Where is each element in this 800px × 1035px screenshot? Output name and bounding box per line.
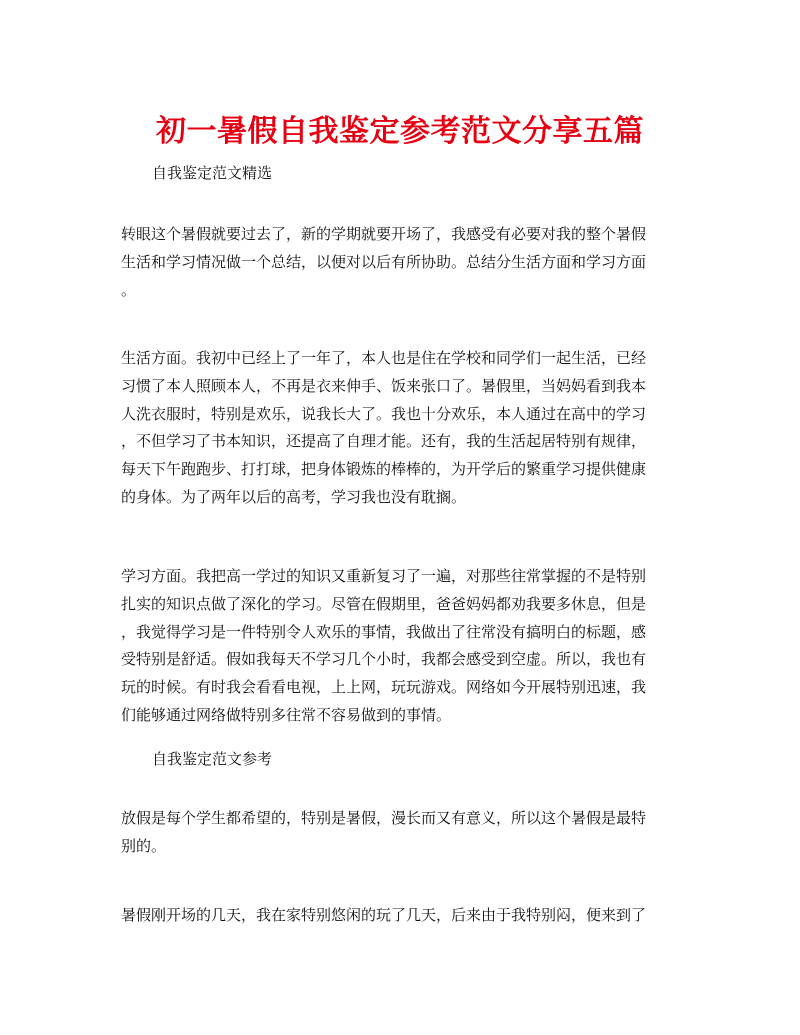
paragraph-line: 别的。: [121, 836, 167, 855]
paragraph-line: 转眼这个暑假就要过去了，新的学期就要开场了，我感受有必要对我的整个暑假: [121, 225, 647, 243]
section-heading-selected: 自我鉴定范文精选: [152, 164, 273, 182]
paragraph-line: ，不但学习了书本知识，还提高了自理才能。还有，我的生活起居特别有规律，: [121, 432, 647, 451]
paragraph-line: ，我觉得学习是一件特别令人欢乐的事情，我做出了往常没有搞明白的标题，感: [121, 622, 647, 641]
paragraph-line: 受特别是舒适。假如我每天不学习几个小时，我都会感受到空虚。所以，我也有: [121, 650, 647, 669]
paragraph-start: [121, 902, 681, 930]
paragraph-line: 放假是每个学生都希望的，特别是暑假，漫长而又有意义，所以这个暑假是最特: [121, 809, 647, 827]
paragraph-line: 扎实的知识点做了深化的学习。尽管在假期里，爸爸妈妈都劝我要多休息，但是: [121, 594, 647, 613]
paragraph-line: 的身体。为了两年以后的高考，学习我也没有耽搁。: [121, 487, 467, 506]
paragraph-line: 习惯了本人照顾本人，不再是衣来伸手、饭来张口了。暑假里，当妈妈看到我本: [121, 376, 647, 395]
section-heading-reference: 自我鉴定范文参考: [152, 750, 273, 768]
paragraph-line: 生活方面。我初中已经上了一年了，本人也是住在学校和同学们一起生活，已经: [121, 349, 647, 367]
paragraph-vacation: [121, 805, 681, 861]
paragraph-line: 们能够通过网络做特别多往常不容易做到的事情。: [121, 705, 452, 724]
paragraph-line: 每天下午跑跑步、打打球，把身体锻炼的棒棒的，为开学后的繁重学习提供健康: [121, 460, 647, 479]
paragraph-line: 生活和学习情况做一个总结，以便对以后有所协助。总结分生活方面和学习方面: [121, 252, 647, 271]
paragraph-life: [121, 345, 681, 512]
paragraph-line: 学习方面。我把高一学过的知识又重新复习了一遍，对那些往常掌握的不是特别: [121, 567, 647, 585]
paragraph-study: [121, 563, 681, 730]
paragraph-line: 。: [121, 280, 137, 299]
paragraph-line: 暑假刚开场的几天，我在家特别悠闲的玩了几天，后来由于我特别闷，便来到了: [121, 906, 647, 924]
paragraph-line: 玩的时候。有时我会看看电视，上上网，玩玩游戏。网络如今开展特别迅速，我: [121, 678, 647, 697]
paragraph-intro: [121, 221, 681, 304]
paragraph-line: 人洗衣服时，特别是欢乐，说我长大了。我也十分欢乐，本人通过在高中的学习: [121, 404, 647, 423]
document-title: 初一暑假自我鉴定参考范文分享五篇: [156, 114, 644, 149]
